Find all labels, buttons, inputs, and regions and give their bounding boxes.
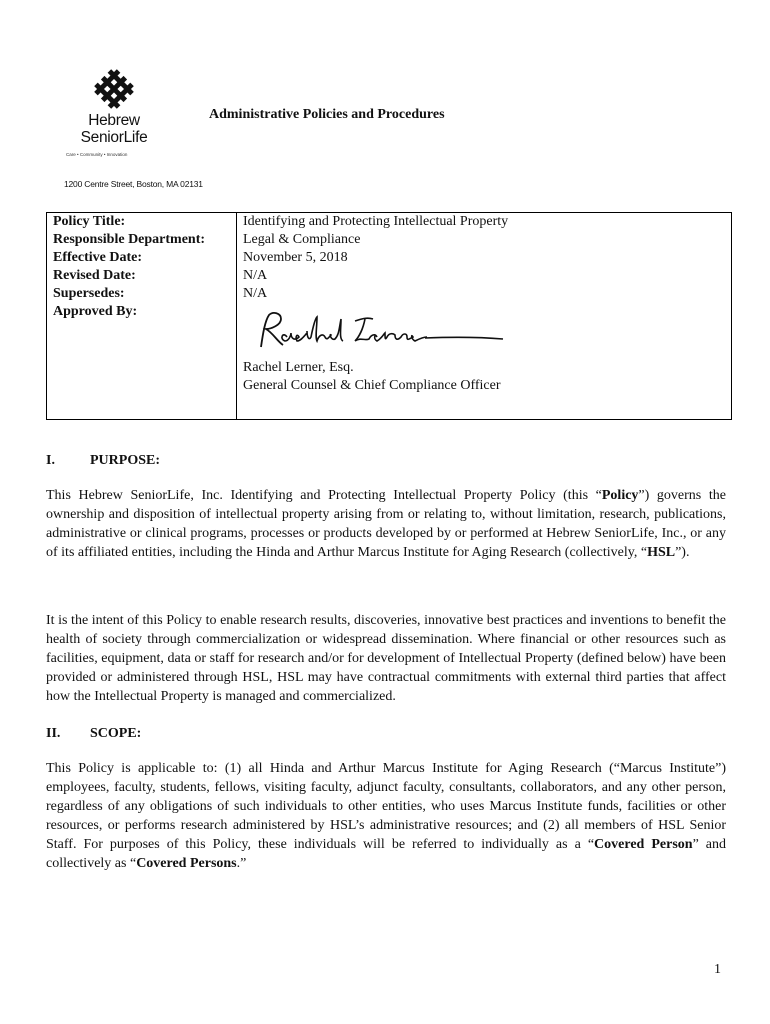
supersedes-value: N/A	[237, 285, 732, 303]
purpose-section-number: I.	[46, 453, 55, 468]
scope-heading	[46, 726, 141, 742]
purpose-paragraph-1	[46, 486, 726, 562]
scope-p1-text-c: ” and collectively as “	[46, 837, 727, 871]
approved-by-label: Approved By:	[47, 303, 237, 420]
responsible-department-label: Responsible Department:	[47, 231, 237, 249]
table-row	[47, 267, 732, 285]
table-row	[47, 249, 732, 267]
effective-date-value: November 5, 2018	[237, 249, 732, 267]
approved-by-cell	[237, 303, 732, 420]
policy-defined-term: Policy	[601, 488, 639, 503]
purpose-p1-text-c: ”) governs the ownership and disposition of intellectual property arising from or relating to, without limitation, research, publications, administrative or clinical programs, processes or products developed by or performed at Hebrew SeniorLife, Inc., or any of its affiliated entities, including the Hinda and Arthur Marcus Institute for Aging Research (collectively, “	[46, 488, 726, 560]
revised-date-label: Revised Date:	[47, 267, 237, 285]
scope-p1-text-e: .”	[236, 856, 247, 871]
lattice-logo-icon	[91, 66, 137, 112]
hebrew-seniorlife-logo	[64, 66, 164, 157]
covered-person-term: Covered Person	[594, 837, 693, 852]
logo-name-line1: Hebrew	[88, 112, 140, 129]
purpose-paragraph-2: It is the intent of this Policy to enable research results, discoveries, innovative best practices and inventions to benefit the health of society through commercialization or widespread dissemination. Where financial or other resources such as facilities, equipment, data or staff for research and/or for development of Intellectual Property (defined below) have been provided or administered through HSL, HSL may have contractual commitments with external third parties that affect how the Intellectual Property is managed and commercialized.	[46, 613, 726, 704]
purpose-p1-text-e: ”).	[675, 545, 690, 560]
approver-block	[243, 353, 725, 419]
policy-info-table	[46, 212, 732, 420]
policy-title-label: Policy Title:	[47, 213, 237, 232]
supersedes-label: Supersedes:	[47, 285, 237, 303]
hsl-defined-term: HSL	[647, 545, 676, 560]
scope-paragraph-1	[46, 759, 726, 873]
page-number: 1	[714, 962, 721, 977]
document-header-title: Administrative Policies and Procedures	[209, 107, 445, 122]
approver-title: General Counsel & Chief Compliance Officer	[243, 378, 501, 393]
scope-section-title: SCOPE:	[90, 726, 142, 741]
effective-date-label: Effective Date:	[47, 249, 237, 267]
logo-tagline: Care • Community • Innovation	[66, 152, 128, 157]
approver-name: Rachel Lerner, Esq.	[243, 360, 354, 375]
table-row	[47, 285, 732, 303]
covered-persons-term: Covered Persons	[136, 856, 237, 871]
organization-address: 1200 Centre Street, Boston, MA 02131	[64, 179, 203, 189]
purpose-heading	[46, 453, 160, 469]
revised-date-value: N/A	[237, 267, 732, 285]
logo-name-line2: SeniorLife	[80, 129, 148, 146]
responsible-department-value: Legal & Compliance	[237, 231, 732, 249]
scope-section-number: II.	[46, 726, 61, 741]
signature-image	[251, 307, 511, 353]
purpose-section-title: PURPOSE:	[90, 453, 160, 468]
table-row	[47, 231, 732, 249]
purpose-p1-text-a: This Hebrew SeniorLife, Inc. Identifying and Protecting Intellectual Property Policy (this “	[46, 488, 602, 503]
table-row	[47, 213, 732, 232]
policy-title-value: Identifying and Protecting Intellectual Property	[237, 213, 732, 232]
scope-p1-text-a: This Policy is applicable to: (1) all Hinda and Arthur Marcus Institute for Aging Research (“Marcus Institute”) employees, faculty, students, fellows, visiting faculty, adjunct faculty, consultants, collaborators, and any other person, regardless of any obligations of such individuals to other entities, who uses Marcus Institute funds, facilities or other resources, or performs research administered by HSL’s administrative resources; and (2) all members of HSL Senior Staff. For purposes of this Policy, these individuals will be referred to individually as a “	[46, 761, 726, 852]
table-row	[47, 303, 732, 420]
